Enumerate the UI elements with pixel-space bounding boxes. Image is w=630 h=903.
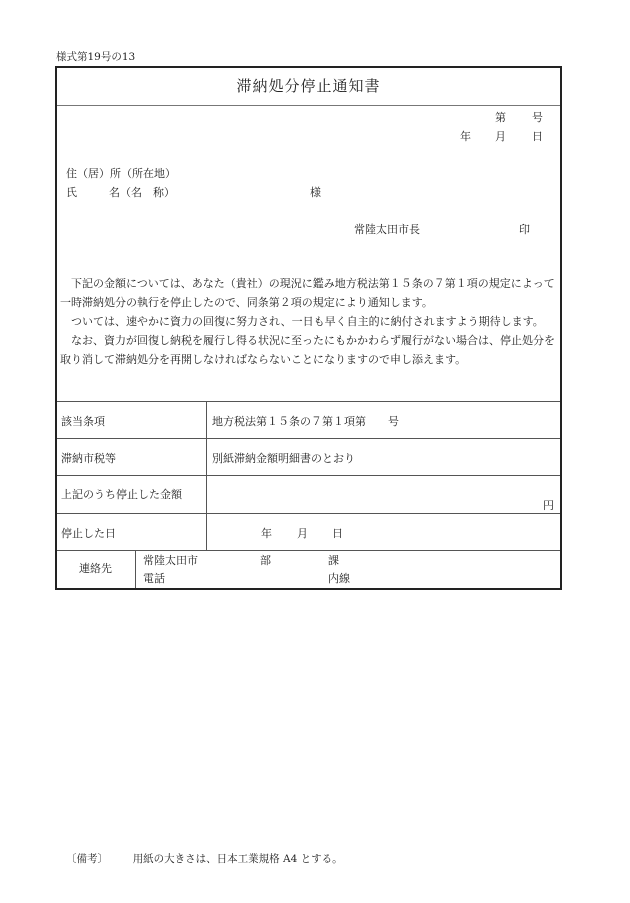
date-month: 月 <box>495 130 506 143</box>
contact-label: 連絡先 <box>79 562 112 575</box>
seal-mark: 印 <box>519 223 530 236</box>
row-value: 地方税法第１５条の７第１項第 号 <box>212 415 399 428</box>
footnote <box>66 851 343 866</box>
notice-body <box>60 274 556 369</box>
row-divider <box>57 513 560 514</box>
contact-department: 部 <box>260 554 271 567</box>
contact-city: 常陸太田市 <box>143 554 198 567</box>
contact-column-divider <box>135 550 136 588</box>
row-label: 該当条項 <box>61 415 105 428</box>
contact-extension: 内線 <box>328 572 350 585</box>
number-suffix: 号 <box>532 111 543 124</box>
address-label: 住（居）所（所在地） <box>66 167 176 180</box>
contact-section: 課 <box>328 554 339 567</box>
document-title: 滞納処分停止通知書 <box>57 68 560 106</box>
number-prefix: 第 <box>495 111 506 124</box>
column-divider <box>206 401 207 550</box>
name-label-second: 名（名 称） <box>109 186 175 199</box>
row-divider <box>57 438 560 439</box>
body-paragraph-1: 下記の金額については、あなた（貴社）の現況に鑑み地方税法第１５条の７第１項の規定によって一時滞納処分の執行を停止したので、同条第２項の規定により通知します。 <box>60 277 555 309</box>
amount-unit: 円 <box>543 499 554 512</box>
body-paragraph-2: ついては、速やかに資力の回復に努力され、一日も早く自主的に納付されますよう期待します。 <box>71 315 544 328</box>
notice-form <box>55 66 562 590</box>
row-value: 別紙滞納金額明細書のとおり <box>212 452 355 465</box>
stop-date-day: 日 <box>332 527 343 540</box>
row-label: 滞納市税等 <box>61 452 116 465</box>
row-divider <box>57 550 560 551</box>
footnote-text: 用紙の大きさは、日本工業規格 A4 とする。 <box>132 853 343 865</box>
stop-date-year: 年 <box>261 527 272 540</box>
contact-phone: 電話 <box>143 572 165 585</box>
footnote-label: 〔備考〕 <box>66 853 108 865</box>
date-day: 日 <box>532 130 543 143</box>
form-id: 様式第19号の13 <box>56 51 136 63</box>
issuer-name: 常陸太田市長 <box>354 223 420 236</box>
honorific: 様 <box>310 186 321 199</box>
stop-date-month: 月 <box>297 527 308 540</box>
name-label-first: 氏 <box>66 186 77 199</box>
table-top-border <box>57 401 560 402</box>
stop-date-label: 停止した日 <box>61 527 116 540</box>
row-divider <box>57 475 560 476</box>
date-year: 年 <box>460 130 471 143</box>
row-label: 上記のうち停止した金額 <box>61 488 182 501</box>
body-paragraph-3: なお、資力が回復し納税を履行し得る状況に至ったにもかかわらず履行がない場合は、停止処分を取り消して滞納処分を再開しなければならないことになりますので申し添えます。 <box>60 334 555 366</box>
